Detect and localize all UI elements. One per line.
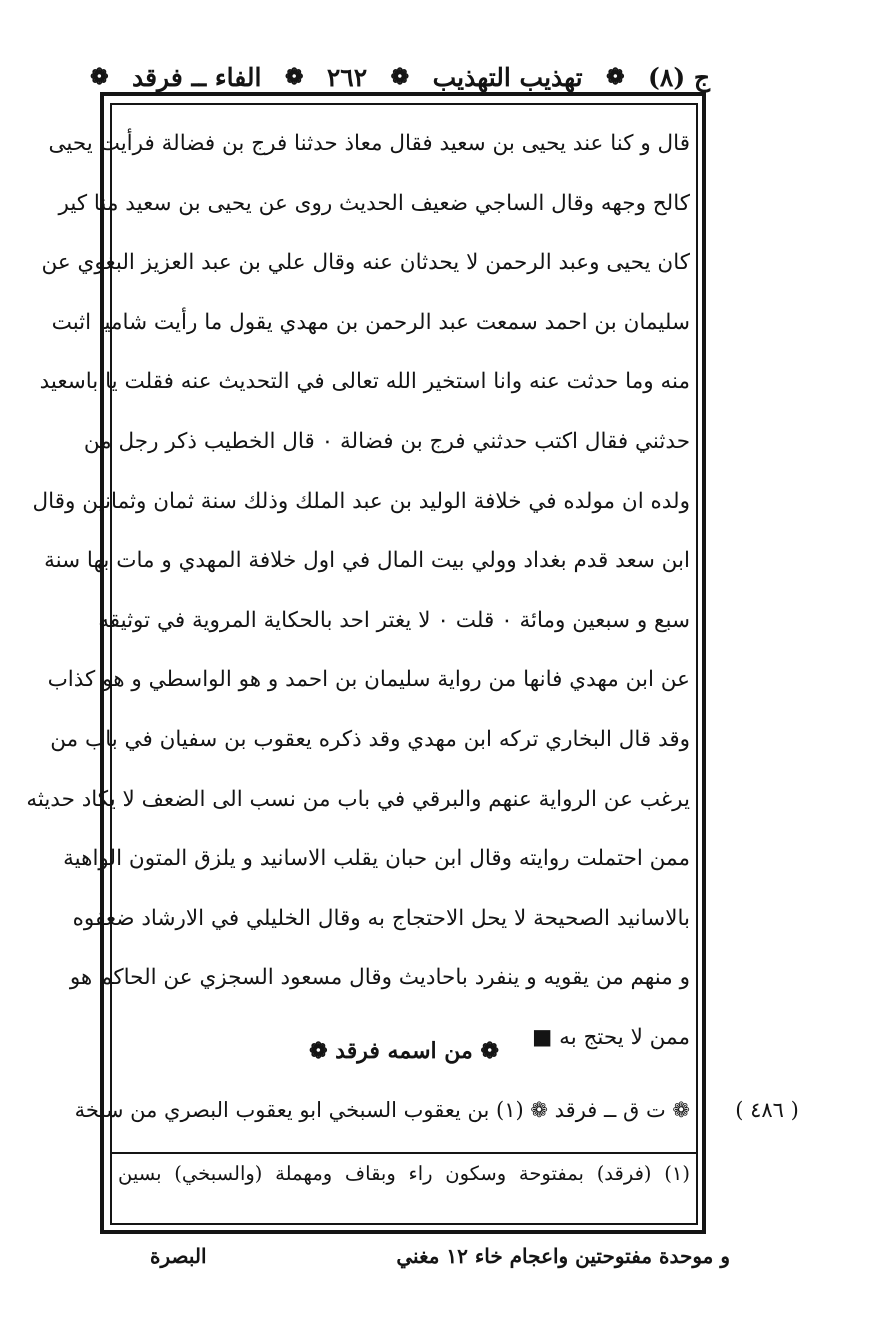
text-line: منه وما حدثت عنه وانا استخير الله تعالى في التحديث عنه فقلت يا باسعيد	[39, 369, 690, 395]
text-line: وقد قال البخاري تركه ابن مهدي وقد ذكره يعقوب بن سفيان في باب من	[50, 726, 690, 752]
text-line: عن ابن مهدي فانها من رواية سليمان بن احمد و هو الواسطي و هو كذاب	[47, 667, 690, 693]
text-line: سليمان بن احمد سمعت عبد الرحمن بن مهدي يقول ما رأيت شاميا اثبت	[51, 309, 690, 335]
text-line: قال و كنا عند يحيى بن سعيد فقال معاذ حدثنا فرج بن فضالة فرأيت يحيى	[48, 131, 690, 156]
header-section: الفاء ــ فرقد	[131, 62, 262, 92]
ornament-icon: ❁	[90, 64, 109, 90]
catchword: البصرة	[150, 1244, 207, 1268]
text-line: كالح وجهه وقال الساجي ضعيف الحديث روى عن يحيى بن سعيد منا كير	[58, 190, 690, 216]
text-line: حدثني فقال اكتب حدثني فرج بن فضالة ٠ قال الخطيب ذكر رجل من	[83, 428, 690, 454]
text-line: ممن لا يحتج به ■	[532, 1024, 690, 1050]
text-line: و منهم من يقويه و ينفرد باحاديث وقال مسعود السجزي عن الحاكم هو	[69, 965, 690, 991]
footnote-divider	[112, 1152, 696, 1154]
ornament-icon: ❁	[284, 64, 304, 90]
text-line: سبع و سبعين ومائة ٠ قلت ٠ لا يغتر احد بالحكاية المروية في توثيقه	[98, 607, 690, 633]
footnote-continuation	[150, 1244, 730, 1284]
text-line: ولده ان مولده في خلافة الوليد بن عبد الملك وذلك سنة ثمان وثمانين وقال	[32, 488, 690, 514]
text-line: ابن سعد قدم بغداد وولي بيت المال في اول خلافة المهدي و مات بها سنة	[44, 548, 690, 574]
text-line: كان يحيى وعبد الرحمن لا يحدثان عنه وقال علي بن عبد العزيز البغوي عن	[41, 250, 690, 276]
body-text	[26, 114, 690, 1068]
footnote: (١) (فرقد) بمفتوحة وسكون راء وبقاف ومهملة (والسبخي) بسين	[118, 1162, 690, 1185]
text-line: بالاسانيد الصحيحة لا يحل الاحتجاج به وقال الخليلي في الارشاد ضعفوه	[72, 905, 690, 931]
header-volume: ج (٨)	[648, 62, 710, 92]
section-heading: ❁ من اسمه فرقد ❁	[309, 1038, 499, 1064]
ornament-icon: ❁	[390, 64, 410, 90]
header-page-number: ٢٦٢	[326, 62, 368, 92]
ornament-icon: ❁	[606, 64, 625, 90]
text-line: يرغب عن الرواية عنهم والبرقي في باب من نسب الى الضعف لا يكاد حديثه	[26, 786, 690, 812]
text-line: ممن احتملت روايته وقال ابن حبان يقلب الاسانيد و يلزق المتون الواهية	[63, 846, 690, 872]
entry-line: ❁ ت ق ــ فرقد ❁ (١) بن يعقوب السبخي ابو يعقوب البصري من سبخة	[74, 1098, 690, 1122]
header-book-title: تهذيب التهذيب	[432, 62, 583, 92]
footnote-continuation-text: و موحدة مفتوحتين واعجام خاء ١٢ مغني	[396, 1244, 730, 1268]
entry-margin-number: ( ٤٨٦ )	[735, 1098, 799, 1122]
